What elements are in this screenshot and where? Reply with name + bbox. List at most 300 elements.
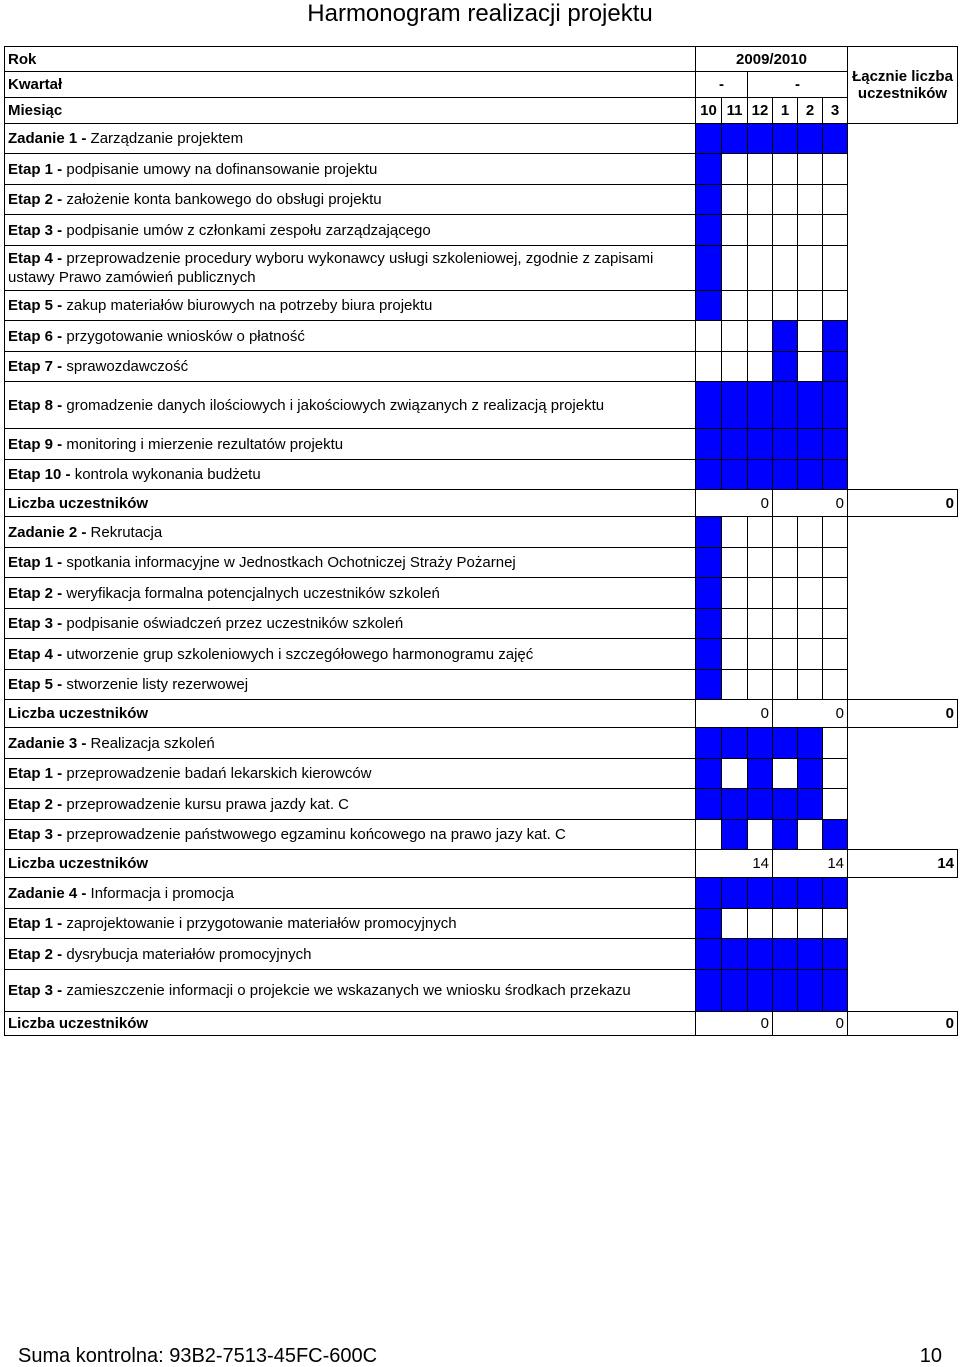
gantt-cell-empty	[823, 246, 848, 291]
etap-row	[5, 548, 958, 578]
gantt-cell-filled	[748, 789, 773, 820]
row-text: dysrybucja materiałów promocyjnych	[66, 945, 312, 963]
total-cell-empty	[848, 820, 958, 850]
gantt-cell-filled	[696, 429, 722, 460]
row-number: Etap 3 -	[8, 221, 63, 239]
gantt-cell-filled	[696, 759, 722, 789]
row-number: Etap 4 -	[8, 250, 63, 267]
sum-label: Liczba uczestników	[5, 700, 696, 728]
gantt-cell-empty	[722, 352, 748, 382]
etap-row	[5, 578, 958, 609]
gantt-cell-empty	[823, 759, 848, 789]
row-text: przygotowanie wniosków o płatność	[66, 327, 305, 345]
zadanie-row	[5, 878, 958, 909]
gantt-cell-filled	[722, 124, 748, 154]
month-header: 1	[773, 98, 798, 124]
gantt-cell-empty	[773, 548, 798, 578]
gantt-cell-filled	[748, 382, 773, 429]
gantt-cell-filled	[773, 970, 798, 1012]
row-text: zaprojektowanie i przygotowanie materiałów promocyjnych	[66, 915, 457, 932]
schedule-table	[4, 46, 958, 1036]
gantt-cell-empty	[823, 517, 848, 548]
gantt-cell-filled	[748, 970, 773, 1012]
gantt-cell-empty	[823, 215, 848, 246]
etap-label	[5, 578, 696, 609]
gantt-cell-filled	[798, 460, 823, 490]
sum-label: Liczba uczestników	[5, 490, 696, 517]
gantt-cell-filled	[773, 352, 798, 382]
gantt-cell-filled	[798, 382, 823, 429]
row-text: gromadzenie danych ilościowych i jakościowych związanych z realizacją projektu	[66, 396, 605, 414]
etap-label	[5, 291, 696, 321]
row-number: Etap 1 -	[8, 160, 63, 178]
row-number: Etap 1 -	[8, 915, 63, 932]
row-number: Etap 2 -	[8, 795, 63, 813]
month-header: 11	[722, 98, 748, 124]
page-title: Harmonogram realizacji projektu	[307, 0, 653, 27]
year-cell: 2009/2010	[696, 47, 848, 72]
zadanie-row	[5, 124, 958, 154]
gantt-cell-filled	[696, 215, 722, 246]
miesiac-label: Miesiąc	[5, 98, 696, 124]
row-number: Etap 6 -	[8, 327, 63, 345]
gantt-cell-empty	[798, 352, 823, 382]
gantt-cell-empty	[798, 154, 823, 185]
sum-row	[5, 700, 958, 728]
gantt-cell-filled	[696, 154, 722, 185]
gantt-cell-empty	[773, 291, 798, 321]
gantt-cell-filled	[823, 878, 848, 909]
gantt-cell-filled	[748, 460, 773, 490]
row-number: Etap 3 -	[8, 826, 63, 843]
month-header: 3	[823, 98, 848, 124]
gantt-cell-filled	[773, 429, 798, 460]
sum-value-1: 0	[696, 1012, 773, 1036]
gantt-cell-filled	[748, 878, 773, 909]
gantt-cell-filled	[773, 820, 798, 850]
total-cell-empty	[848, 460, 958, 490]
total-cell-empty	[848, 185, 958, 215]
gantt-cell-filled	[696, 728, 722, 759]
gantt-cell-empty	[722, 909, 748, 939]
etap-row	[5, 970, 958, 1012]
gantt-cell-empty	[773, 154, 798, 185]
gantt-cell-empty	[748, 291, 773, 321]
header-row-kwartal	[5, 72, 958, 98]
etap-row	[5, 909, 958, 939]
etap-label	[5, 246, 696, 291]
etap-label	[5, 670, 696, 700]
gantt-cell-filled	[748, 759, 773, 789]
gantt-cell-filled	[722, 382, 748, 429]
gantt-cell-filled	[773, 321, 798, 352]
gantt-cell-filled	[722, 429, 748, 460]
gantt-cell-empty	[798, 820, 823, 850]
row-text: Zarządzanie projektem	[90, 130, 244, 147]
row-text: Rekrutacja	[90, 523, 163, 541]
row-text: przeprowadzenie badań lekarskich kierowców	[66, 765, 372, 782]
gantt-cell-empty	[722, 759, 748, 789]
gantt-cell-empty	[798, 639, 823, 670]
gantt-cell-empty	[798, 909, 823, 939]
zadanie-label	[5, 728, 696, 759]
gantt-cell-filled	[823, 124, 848, 154]
gantt-cell-empty	[748, 321, 773, 352]
etap-row	[5, 185, 958, 215]
gantt-cell-filled	[823, 460, 848, 490]
gantt-cell-filled	[696, 909, 722, 939]
gantt-cell-filled	[823, 352, 848, 382]
gantt-cell-filled	[748, 429, 773, 460]
gantt-cell-empty	[823, 578, 848, 609]
total-cell-empty	[848, 909, 958, 939]
gantt-cell-empty	[722, 578, 748, 609]
gantt-cell-filled	[823, 820, 848, 850]
gantt-cell-empty	[798, 517, 823, 548]
etap-row	[5, 609, 958, 639]
total-cell-empty	[848, 639, 958, 670]
month-header: 2	[798, 98, 823, 124]
zadanie-row	[5, 728, 958, 759]
sum-total: 0	[848, 1012, 958, 1036]
row-text: weryfikacja formalna potencjalnych uczestników szkoleń	[66, 584, 440, 602]
etap-label	[5, 789, 696, 820]
etap-label	[5, 460, 696, 490]
header-row-miesiac	[5, 98, 958, 124]
gantt-cell-filled	[823, 970, 848, 1012]
sum-value-2: 0	[773, 700, 848, 728]
gantt-cell-filled	[823, 321, 848, 352]
gantt-cell-empty	[748, 548, 773, 578]
total-cell-empty	[848, 548, 958, 578]
gantt-cell-empty	[696, 321, 722, 352]
etap-label	[5, 759, 696, 789]
gantt-cell-empty	[823, 154, 848, 185]
total-cell-empty	[848, 789, 958, 820]
row-text: podpisanie oświadczeń przez uczestników szkoleń	[66, 615, 404, 632]
etap-row	[5, 759, 958, 789]
row-number: Etap 10 -	[8, 466, 71, 483]
gantt-cell-filled	[696, 609, 722, 639]
etap-row	[5, 670, 958, 700]
gantt-cell-empty	[748, 154, 773, 185]
etap-label	[5, 429, 696, 460]
gantt-cell-empty	[773, 246, 798, 291]
gantt-cell-filled	[696, 124, 722, 154]
gantt-cell-filled	[798, 878, 823, 909]
gantt-cell-filled	[773, 878, 798, 909]
row-text: zakup materiałów biurowych na potrzeby biura projektu	[66, 297, 433, 314]
row-text: podpisanie umów z członkami zespołu zarządzającego	[66, 221, 431, 239]
sum-value-2: 0	[773, 490, 848, 517]
checksum-text: Suma kontrolna: 93B2-7513-45FC-600C	[18, 1345, 378, 1367]
etap-label	[5, 909, 696, 939]
gantt-cell-filled	[722, 789, 748, 820]
row-number: Etap 3 -	[8, 982, 63, 999]
gantt-cell-filled	[798, 789, 823, 820]
gantt-cell-filled	[773, 382, 798, 429]
gantt-cell-filled	[773, 460, 798, 490]
gantt-cell-empty	[748, 909, 773, 939]
sum-total: 0	[848, 700, 958, 728]
rok-label: Rok	[5, 47, 696, 72]
gantt-cell-filled	[696, 670, 722, 700]
gantt-cell-filled	[748, 124, 773, 154]
total-cell-empty	[848, 429, 958, 460]
gantt-cell-filled	[722, 728, 748, 759]
total-cell-empty	[848, 291, 958, 321]
sum-total: 14	[848, 850, 958, 878]
etap-label	[5, 639, 696, 670]
gantt-cell-filled	[823, 939, 848, 970]
total-cell-empty	[848, 246, 958, 291]
total-cell-empty	[848, 321, 958, 352]
month-header: 12	[748, 98, 773, 124]
gantt-cell-empty	[773, 909, 798, 939]
gantt-cell-empty	[798, 291, 823, 321]
gantt-cell-empty	[798, 548, 823, 578]
gantt-cell-empty	[748, 639, 773, 670]
sum-row	[5, 850, 958, 878]
row-text: podpisanie umowy na dofinansowanie projektu	[66, 160, 378, 178]
row-number: Etap 2 -	[8, 191, 63, 208]
quarter-dash-2: -	[748, 72, 848, 98]
gantt-cell-filled	[798, 429, 823, 460]
header-row-rok	[5, 47, 958, 72]
gantt-cell-filled	[696, 939, 722, 970]
gantt-cell-empty	[823, 185, 848, 215]
row-number: Etap 2 -	[8, 584, 63, 602]
schedule-body	[5, 47, 958, 1036]
gantt-cell-filled	[722, 460, 748, 490]
etap-row	[5, 639, 958, 670]
gantt-cell-filled	[798, 759, 823, 789]
gantt-cell-empty	[748, 215, 773, 246]
etap-row	[5, 352, 958, 382]
gantt-cell-empty	[696, 352, 722, 382]
gantt-cell-empty	[823, 909, 848, 939]
gantt-cell-filled	[696, 639, 722, 670]
etap-label	[5, 939, 696, 970]
gantt-cell-empty	[748, 185, 773, 215]
gantt-cell-filled	[748, 939, 773, 970]
gantt-cell-empty	[773, 609, 798, 639]
sum-total: 0	[848, 490, 958, 517]
etap-row	[5, 291, 958, 321]
gantt-cell-empty	[773, 759, 798, 789]
etap-row	[5, 820, 958, 850]
gantt-cell-filled	[696, 878, 722, 909]
row-text: Realizacja szkoleń	[90, 734, 215, 752]
gantt-cell-filled	[748, 728, 773, 759]
gantt-cell-empty	[773, 670, 798, 700]
gantt-cell-empty	[798, 246, 823, 291]
gantt-cell-empty	[748, 517, 773, 548]
gantt-cell-empty	[798, 578, 823, 609]
row-text: założenie konta bankowego do obsługi projektu	[66, 191, 382, 208]
gantt-cell-empty	[798, 670, 823, 700]
sum-label: Liczba uczestników	[5, 1012, 696, 1036]
row-text: sprawozdawczość	[66, 358, 189, 375]
etap-row	[5, 215, 958, 246]
row-number: Etap 9 -	[8, 435, 63, 453]
gantt-cell-filled	[696, 246, 722, 291]
total-cell-empty	[848, 517, 958, 548]
gantt-cell-filled	[696, 789, 722, 820]
etap-label	[5, 820, 696, 850]
gantt-cell-empty	[748, 820, 773, 850]
row-text: utworzenie grup szkoleniowych i szczegółowego harmonogramu zajęć	[66, 645, 534, 663]
gantt-cell-empty	[722, 291, 748, 321]
row-number: Zadanie 3 -	[8, 734, 87, 752]
gantt-cell-filled	[696, 291, 722, 321]
total-cell-empty	[848, 970, 958, 1012]
total-cell-empty	[848, 759, 958, 789]
row-number: Etap 1 -	[8, 765, 63, 782]
total-cell-empty	[848, 728, 958, 759]
zadanie-label	[5, 517, 696, 548]
gantt-cell-filled	[798, 939, 823, 970]
row-number: Etap 1 -	[8, 554, 63, 571]
gantt-cell-empty	[823, 548, 848, 578]
row-text: przeprowadzenie procedury wyboru wykonawcy usługi szkoleniowej, zgodnie z zapisami ustawy Prawo zamówień publicznych	[8, 250, 654, 286]
gantt-cell-filled	[696, 578, 722, 609]
gantt-cell-empty	[823, 670, 848, 700]
zadanie-label	[5, 124, 696, 154]
etap-row	[5, 321, 958, 352]
sum-value-1: 0	[696, 490, 773, 517]
gantt-cell-filled	[696, 970, 722, 1012]
sum-row	[5, 490, 958, 517]
gantt-cell-filled	[773, 939, 798, 970]
etap-label	[5, 970, 696, 1012]
etap-row	[5, 939, 958, 970]
row-text: monitoring i mierzenie rezultatów projektu	[66, 435, 344, 453]
row-text: stworzenie listy rezerwowej	[66, 676, 249, 693]
gantt-cell-empty	[748, 609, 773, 639]
etap-row	[5, 382, 958, 429]
gantt-cell-empty	[798, 321, 823, 352]
total-header: Łącznie liczba uczestników	[848, 47, 958, 124]
gantt-cell-empty	[823, 639, 848, 670]
gantt-cell-empty	[773, 185, 798, 215]
row-text: zamieszczenie informacji o projekcie we wskazanych we wniosku środkach przekazu	[66, 982, 631, 999]
gantt-cell-filled	[696, 517, 722, 548]
gantt-cell-filled	[823, 382, 848, 429]
row-text: spotkania informacyjne w Jednostkach Ochotniczej Straży Pożarnej	[66, 554, 516, 571]
gantt-cell-empty	[722, 246, 748, 291]
gantt-cell-empty	[773, 639, 798, 670]
row-number: Etap 7 -	[8, 358, 63, 375]
quarter-dash-1: -	[696, 72, 748, 98]
gantt-cell-filled	[773, 728, 798, 759]
gantt-cell-empty	[748, 670, 773, 700]
total-cell-empty	[848, 609, 958, 639]
etap-label	[5, 352, 696, 382]
etap-row	[5, 429, 958, 460]
etap-label	[5, 382, 696, 429]
sum-value-2: 14	[773, 850, 848, 878]
gantt-cell-filled	[798, 728, 823, 759]
row-text: przeprowadzenie kursu prawa jazdy kat. C	[66, 795, 349, 813]
sum-value-1: 14	[696, 850, 773, 878]
gantt-cell-filled	[798, 124, 823, 154]
gantt-cell-empty	[722, 548, 748, 578]
row-number: Zadanie 2 -	[8, 523, 87, 541]
gantt-cell-empty	[798, 185, 823, 215]
total-cell-empty	[848, 352, 958, 382]
gantt-cell-empty	[748, 578, 773, 609]
gantt-cell-empty	[773, 215, 798, 246]
gantt-cell-filled	[823, 429, 848, 460]
gantt-cell-empty	[722, 215, 748, 246]
gantt-cell-filled	[722, 820, 748, 850]
total-cell-empty	[848, 382, 958, 429]
total-cell-empty	[848, 670, 958, 700]
gantt-cell-empty	[823, 291, 848, 321]
page-number: 10	[919, 1345, 942, 1367]
row-text: kontrola wykonania budżetu	[74, 466, 261, 483]
total-cell-empty	[848, 215, 958, 246]
etap-label	[5, 215, 696, 246]
etap-label	[5, 154, 696, 185]
row-number: Zadanie 1 -	[8, 130, 87, 147]
etap-row	[5, 154, 958, 185]
total-cell-empty	[848, 154, 958, 185]
row-number: Etap 8 -	[8, 396, 63, 414]
total-cell-empty	[848, 124, 958, 154]
etap-row	[5, 460, 958, 490]
gantt-cell-empty	[722, 609, 748, 639]
total-cell-empty	[848, 878, 958, 909]
row-number: Etap 2 -	[8, 945, 63, 963]
gantt-cell-filled	[722, 970, 748, 1012]
row-text: przeprowadzenie państwowego egzaminu końcowego na prawo jazy kat. C	[66, 826, 566, 843]
kwartal-label: Kwartał	[5, 72, 696, 98]
total-cell-empty	[848, 939, 958, 970]
gantt-cell-empty	[722, 517, 748, 548]
row-number: Etap 5 -	[8, 297, 63, 314]
gantt-cell-empty	[722, 185, 748, 215]
zadanie-row	[5, 517, 958, 548]
gantt-cell-empty	[722, 639, 748, 670]
gantt-cell-empty	[722, 154, 748, 185]
row-text: Informacja i promocja	[90, 884, 234, 902]
gantt-cell-empty	[798, 215, 823, 246]
gantt-cell-empty	[823, 609, 848, 639]
gantt-cell-filled	[773, 124, 798, 154]
gantt-cell-empty	[748, 352, 773, 382]
row-number: Zadanie 4 -	[8, 884, 87, 902]
total-cell-empty	[848, 578, 958, 609]
gantt-cell-filled	[696, 460, 722, 490]
gantt-cell-filled	[798, 970, 823, 1012]
etap-label	[5, 321, 696, 352]
row-number: Etap 3 -	[8, 615, 63, 632]
etap-label	[5, 548, 696, 578]
gantt-cell-empty	[773, 578, 798, 609]
month-header: 10	[696, 98, 722, 124]
gantt-cell-empty	[823, 789, 848, 820]
gantt-cell-filled	[773, 789, 798, 820]
sum-label: Liczba uczestników	[5, 850, 696, 878]
gantt-cell-filled	[696, 185, 722, 215]
sum-value-1: 0	[696, 700, 773, 728]
etap-row	[5, 789, 958, 820]
sum-value-2: 0	[773, 1012, 848, 1036]
gantt-cell-filled	[696, 382, 722, 429]
gantt-cell-filled	[722, 878, 748, 909]
